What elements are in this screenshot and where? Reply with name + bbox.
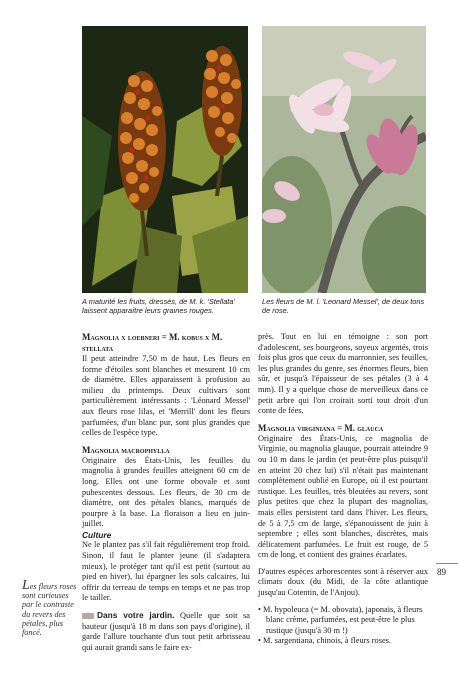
paragraph-other-species: D'autres espèces arborescentes sont à réserver aux climats doux (du Midi, de la côte atlantique jusqu'au Cotentin, de l'Anjou).: [258, 566, 428, 598]
photo-caption-right: Les fleurs de M. l. 'Leonard Messel', de deux tons de rose.: [262, 297, 425, 315]
magnolia-flower-illustration: [262, 26, 426, 293]
paragraph-culture: Ne le plantez pas s'il fait régulièrement trop froid. Sinon, il faut le planter jeune (il s'adaptera mieux), le protéger tant qu'il est petit (surtout au pied en hiver), lui épargner les sols calcaires, lui offrir du terreau de temps en temps et ne pas trop le tailler.: [82, 540, 250, 603]
magnolia-fruit-illustration: [82, 26, 248, 293]
list-item-hypoleuca: • M. hypoleuca (= M. obovata), japonais, à fleurs blanc crème, parfumées, est peut-être le plus rustique (jusqu'à 30 m !): [258, 604, 423, 635]
text-column-right: [258, 332, 428, 647]
margin-note-initial: L: [22, 578, 30, 593]
paragraph-continued: près. Tout en lui en témoigne : son port d'adolescent, ses bourgeons, soyeux argentés, trois fois plus gros que ceux du marronnier, ses feuilles, les plus grandes du genre, ses énormes fleurs, bien sûr, et jusqu'à l'épaisseur de ses pétales (3 à 4 mm). Il y a quelque chose de merveilleux dans ce petit arbre qui l'on croirait sorti tout droit d'un conte de fées.: [258, 332, 428, 416]
page-number: 89: [437, 567, 446, 577]
heading-magnolia-virginiana: Magnolia virginiana = M. glauca: [258, 422, 384, 433]
paragraph-macrophylla: Originaire des États-Unis, les feuilles du magnolia à grandes feuilles atteignent 60 cm de long. Elles ont une forme obovale et sont pubescentes dessous. Les fleurs, de 30 cm de diamètre, ont des pétales blancs, marqués de pourpre à la base. La floraison a lieu en juin-juillet.: [82, 455, 250, 529]
photo-magnolia-fruits: [82, 26, 248, 293]
paragraph-loebneri: Il peut atteindre 7,50 m de haut. Les fleurs en forme d'étoiles sont blanches et mesurent 10 cm de diamètre. Elles apparaissent à profusion au milieu du printemps. Deux cultivars sont particulièrement intéressants : 'Léonard Messel' aux fleurs rose lilas, et 'Merrill' dont les fleurs parfumées, d'un blanc pur, sont plus grandes que celles de l'espèce type.: [82, 354, 250, 438]
paragraph-virginiana: Originaire des États-Unis, ce magnolia de Virginie, ou magnolia glauque, pourrait atteindre 9 ou 10 m dans le jardin (et peut-être plus puisqu'il en atteint 20 chez lui) s'il n'était pas maintenant complètement oublié en Europe, où il est pourtant rustique. Les feuilles, très bleutées au revers, sont plus petites que chez la plupart des magnolias, mais elles persistent tard dans l'hiver. Les fleurs, de 5 à 7,5 cm de large, s'épanouissent de juin à septembre ; elles sont blanches, discrètes, mais délicatement parfumées. Le fruit est rouge, de 5 cm de long, et contient des graines écarlates.: [258, 433, 428, 560]
subheading-culture: Culture: [82, 529, 112, 540]
list-item-sargentiana: • M. sargentiana, chinois, à fleurs roses.: [258, 636, 391, 646]
margin-note: [22, 578, 78, 638]
photo-magnolia-flowers: [262, 26, 426, 293]
margin-note-text: es fleurs roses sont curieuses par le contraste du revers des pétales, plus foncé.: [22, 582, 77, 638]
jardin-text: Quelle que soit sa hauteur (jusqu'à 18 m dans son pays d'origine), il garde l'allure touchante d'un tout petit arbrisseau qui aurait grandi sans le faire ex-: [82, 610, 250, 652]
paragraph-jardin: [82, 610, 250, 653]
section-marker-icon: [82, 613, 94, 619]
heading-magnolia-loebneri: Magnolia x loebneri = M. kobus x M. stellata: [82, 332, 223, 353]
page-number-rule: [436, 563, 458, 564]
heading-magnolia-macrophylla: Magnolia macrophylla: [82, 444, 170, 455]
text-column-left: [82, 332, 250, 653]
jardin-title: Dans votre jardin.: [97, 609, 175, 620]
photo-caption-left: A maturité les fruits, dressés, de M. k. 'Stellata' laissent apparaître leurs graines rouges.: [82, 297, 235, 315]
